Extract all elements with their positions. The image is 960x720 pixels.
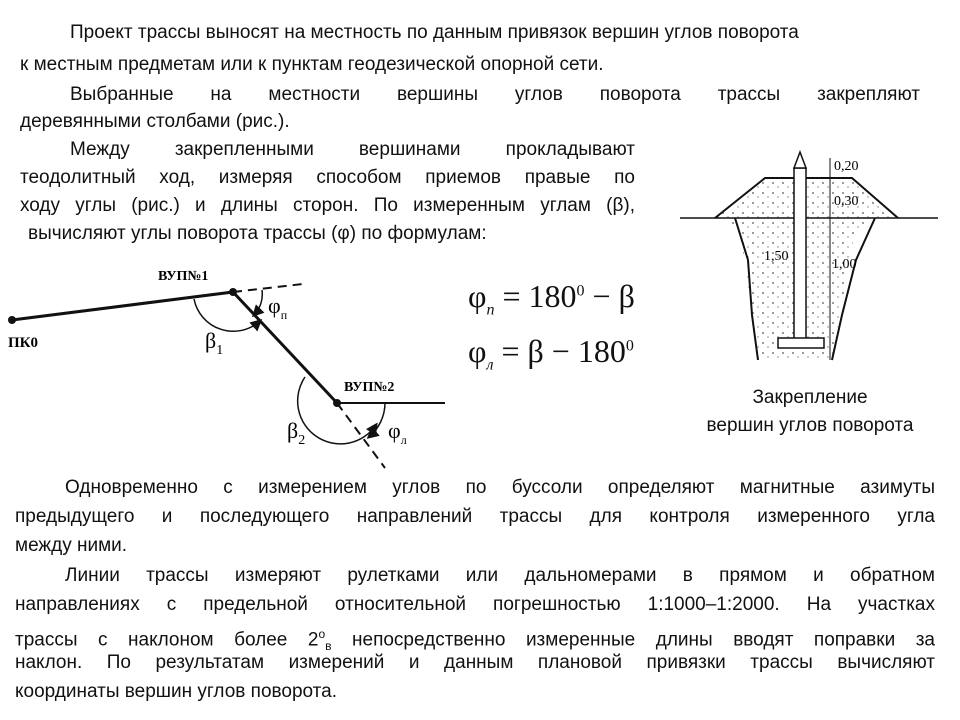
paragraph-3-line-2: теодолитный ход, измеряя способом приемов правые по [20,167,635,188]
formula-phi-l: $\varphi_л = \beta - 180^0$ [468,333,634,374]
beta1-arc [194,299,260,331]
vup2-label: ВУП№2 [344,380,395,395]
paragraph-4-line-1: Одновременно с измерением углов по буссоли определяют магнитные азимуты [65,477,935,498]
traverse-diagram [0,255,450,480]
paragraph-3-line-4: вычисляют углы поворота трассы (φ) по формулам: [28,223,487,244]
paragraph-3-line-1: Между закрепленными вершинами прокладывают [70,139,635,160]
paragraph-5-line-1: Линии трассы измеряют рулетками или дальномерами в прямом и обратном [65,565,935,586]
vup2-point [333,399,341,407]
paragraph-3-line-3: ходу углы (рис.) и длины сторон. По измеренным углам (β), [20,195,635,216]
dim-150-label: 1,50 [764,249,789,264]
extension-dashed-1 [233,284,303,292]
figure-caption-line-1: Закрепление [752,387,868,408]
figure-caption-line-2: вершин углов поворота [706,415,914,436]
paragraph-5-line-5: координаты вершин углов поворота. [15,681,338,702]
vup1-label: ВУП№1 [158,269,209,284]
paragraph-4-line-2: предыдущего и последующего направлений трассы для контроля измеренного угла [15,506,935,527]
dim-030-label: 0,30 [834,194,859,209]
pk0-label: ПК0 [8,335,39,351]
vup1-point [229,288,237,296]
beta1-label: $\beta_1$ [205,328,224,358]
phi-p-label: $\varphi_п$ [268,293,288,322]
cross-bar [778,338,824,348]
post-fixing-diagram [680,140,940,380]
formula-phi-p: $\varphi_п = 180^0 - \beta$ [468,278,635,319]
paragraph-2-line-1: Выбранные на местности вершины углов поворота трассы закрепляют [70,84,920,105]
paragraph-1-line-2: к местным предметам или к пунктам геодезической опорной сети. [20,54,604,75]
paragraph-5-line-3: трассы с наклоном более $2^о_в$ непосредственно измеренные длины вводят поправки за [15,627,935,654]
wooden-post [794,168,806,346]
pk0-point [8,316,16,324]
paragraph-5-line-4: наклон. По результатам измерений и данным плановой привязки трассы вычисляют [15,652,935,673]
post-tip [794,152,806,168]
dim-100-label: 1,00 [832,257,857,272]
extension-dashed-2 [337,403,385,468]
phi-l-arc [369,403,385,437]
dim-020-label: 0,20 [834,159,859,174]
paragraph-5-line-2: направлениях с предельной относительной погрешностью 1:1000–1:2000. На участках [15,594,935,615]
beta2-label: $\beta_2$ [287,418,306,448]
paragraph-4-line-3: между ними. [15,535,128,556]
phi-l-label: $\varphi_л$ [388,418,407,447]
traverse-line-1 [12,292,233,320]
phi-p-arc [254,290,262,315]
paragraph-2-line-2: деревянными столбами (рис.). [20,111,290,132]
paragraph-1-line-1: Проект трассы выносят на местность по данным привязок вершин углов поворота [70,22,799,43]
